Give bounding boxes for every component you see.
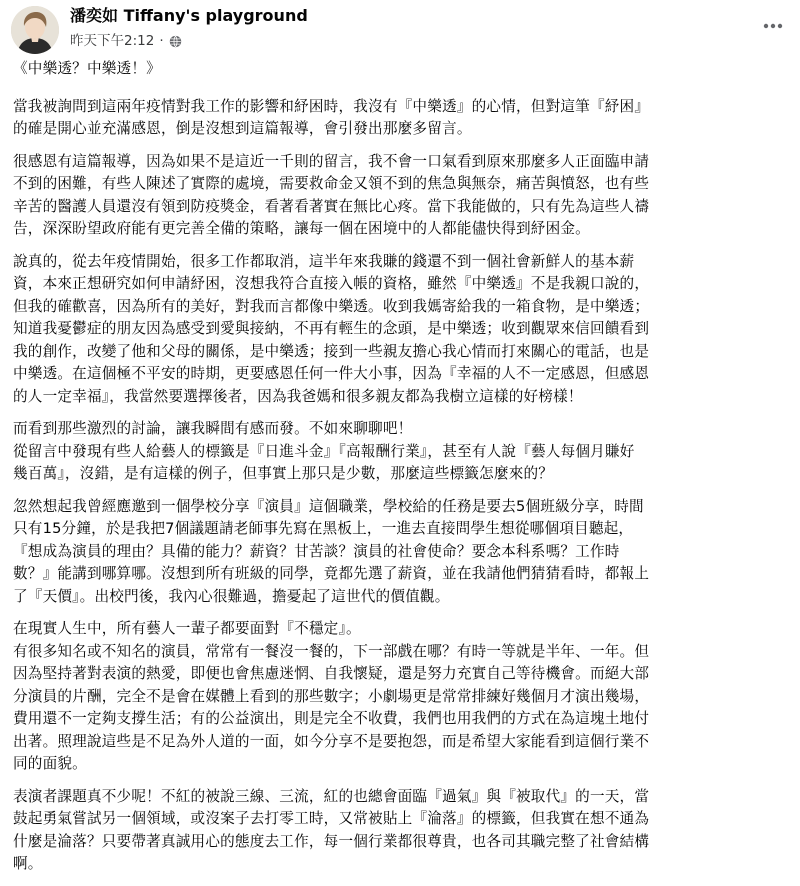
meta-separator: · bbox=[159, 33, 164, 49]
post-paragraph: 在現實人生中，所有藝人一輩子都要面對『不穩定』。 有很多知名或不知名的演員，常常有一餐沒一餐的，下一部戲在哪？有時一等就是半年、一年。但 因為堅持著對表演的熱愛，即便也會焦慮迷惘、自我懷疑，還是努力充實自己等待機會。而絕大部 分演員的片酬，完全不是會在媒體上看到的那些數字；小劇場更是常常排練好幾個月才演出幾場， 費用還不一定夠支撐生活；有的公益演出，則是完全不收費，我們也用我們的方式在為這塊土地付 出著。照理說這些是不足為外人道的一面，如今分享不是要抱怨，而是希望大家能看到這個行業不 同的面貌。 bbox=[13, 620, 650, 772]
post-meta bbox=[70, 32, 182, 50]
author-name[interactable]: 潘奕如 Tiffany's playground bbox=[70, 6, 308, 25]
post-timestamp[interactable]: 昨天下午2:12 bbox=[70, 33, 155, 49]
globe-icon[interactable] bbox=[169, 35, 182, 48]
post-paragraph: 表演者課題真不少呢！不紅的被說三線、三流，紅的也總會面臨『過氣』與『被取代』的一天，當 鼓起勇氣嘗試另一個領域，或沒案子去打零工時，又常被貼上『淪落』的標籤，但我實在想不通為 什麼是淪落？只要帶著真誠用心的態度去工作，每一個行業都很尊貴，也各司其職完整了社會結構 啊。 bbox=[13, 787, 650, 872]
post-paragraph: 而看到那些激烈的討論，讓我瞬間有感而發。不如來聊聊吧！ 從留言中發現有些人給藝人的標籤是『日進斗金』『高報酬行業』，甚至有人說『藝人每個月賺好 幾百萬』，沒錯，是有這樣的例子，但事實上那只是少數，那麼這些標籤怎麼來的？ bbox=[13, 420, 635, 482]
post-body bbox=[13, 58, 787, 886]
post-paragraph: 當我被詢問到這兩年疫情對我工作的影響和紓困時，我沒有『中樂透』的心情，但對這筆『紓困』 的確是開心並充滿感恩，倒是沒想到這篇報導，會引發出那麼多留言。 bbox=[13, 97, 650, 137]
post-title: 《中樂透？中樂透！》 bbox=[13, 60, 161, 77]
post-paragraph: 很感恩有這篇報導，因為如果不是這近一千則的留言，我不會一口氣看到原來那麼多人正面臨申請 不到的困難，有些人陳述了實際的處境，需要救命金又領不到的焦急與無奈，痛苦與憤怒，也有些 辛苦的醫護人員還沒有領到防疫獎金，看著看著實在無比心疼。當下我能做的，只有先為這些人禱 告，深深盼望政府能有更完善全備的策略，讓每一個在困境中的人都能儘快得到紓困金。 bbox=[13, 152, 650, 237]
post-header bbox=[11, 6, 791, 56]
avatar[interactable] bbox=[11, 6, 59, 54]
post-paragraph: 忽然想起我曾經應邀到一個學校分享『演員』這個職業，學校給的任務是要去5個班級分享，時間 只有15分鐘，於是我把7個議題請老師事先寫在黑板上，一進去直接問學生想從哪個項目聽起， 『想成為演員的理由？具備的能力？薪資？甘苦談？演員的社會使命？要念本科系嗎？工作時 數？』能講到哪算哪。沒想到所有班級的同學，竟都先選了薪資，並在我請他們猜猜看時，都報上 了『天價』。出校門後，我內心很難過，擔憂起了這世代的價值觀。 bbox=[13, 497, 650, 605]
post-paragraph: 說真的，從去年疫情開始，很多工作都取消，這半年來我賺的錢還不到一個社會新鮮人的基本薪 資，本來正想研究如何申請紓困，沒想我符合直接入帳的資格，雖然『中樂透』不是我親口說的， 但我的確歡喜，因為所有的美好，對我而言都像中樂透。收到我媽寄給我的一箱食物，是中樂透； 知道我憂鬱症的朋友因為感受到愛與接納，不再有輕生的念頭，是中樂透；收到觀眾來信回饋看到 我的創作，改變了他和父母的關係，是中樂透；接到一些親友擔心我心情而打來關心的電話，也是 中樂透。在這個極不平安的時期，更要感恩任何一件大小事，因為『幸福的人不一定感恩，但感恩 的人一定幸福』，我當然要選擇後者，因為我爸媽和很多親友都為我樹立這樣的好榜樣！ bbox=[13, 252, 650, 405]
more-options-icon[interactable] bbox=[755, 12, 791, 40]
